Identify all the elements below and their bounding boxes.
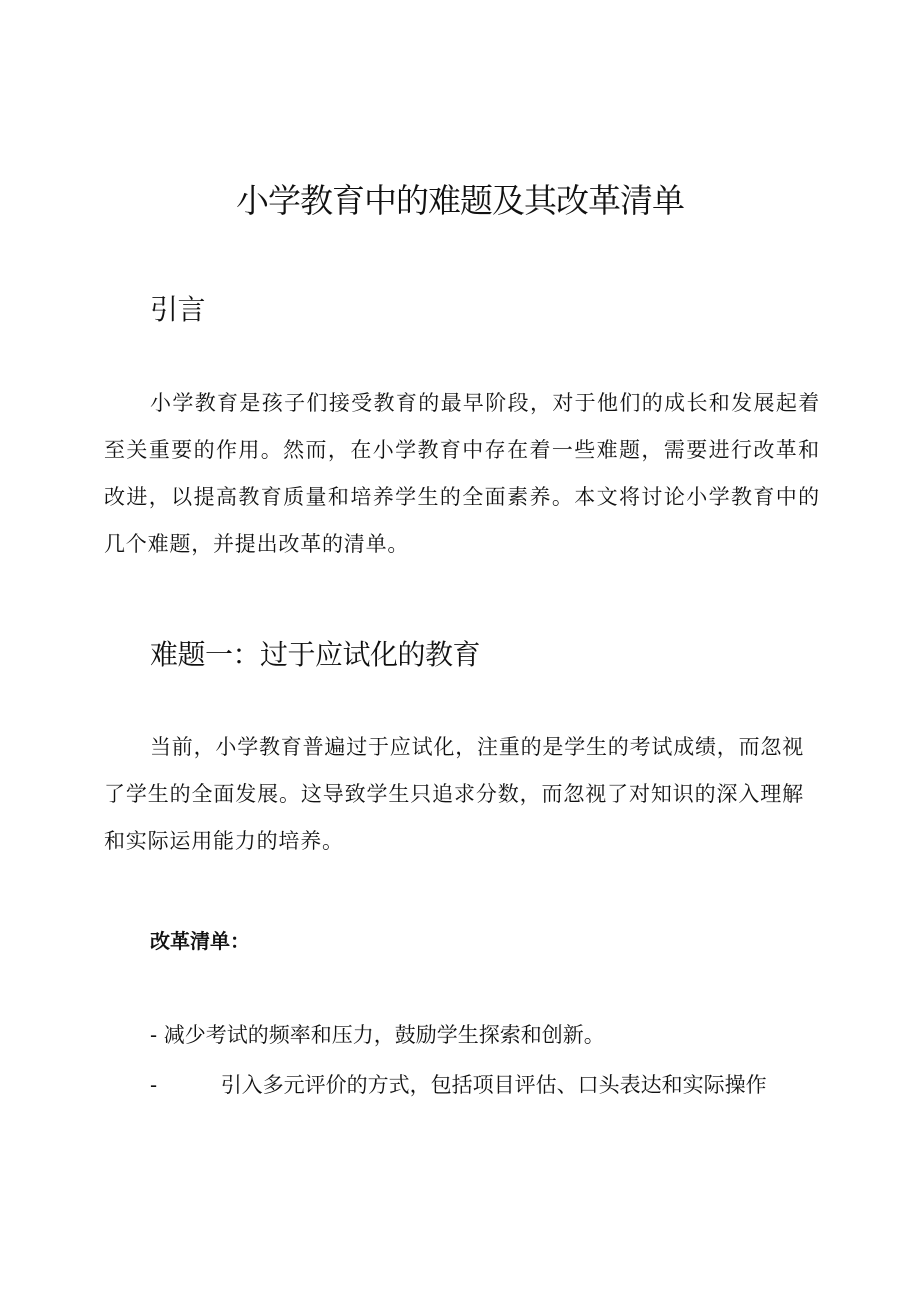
reform-list-item <box>150 1019 605 1051</box>
list-item-text: 减少考试的频率和压力，鼓励学生探索和创新。 <box>163 1023 605 1047</box>
list-bullet: - <box>150 1073 158 1097</box>
document-title: 小学教育中的难题及其改革清单 <box>236 181 684 220</box>
list-item-text: 引入多元评价的方式，包括项目评估、口头表达和实际操作 <box>220 1073 767 1097</box>
section-heading-problem-one: 难题一：过于应试化的教育 <box>150 638 481 671</box>
problem-one-paragraph: 当前，小学教育普遍过于应试化，注重的是学生的考试成绩，而忽视了学生的全面发展。这导致学生只追求分数，而忽视了对知识的深入理解和实际运用能力的培养。 <box>104 735 804 853</box>
list-bullet: - <box>150 1023 158 1047</box>
reform-list-item <box>150 1069 767 1101</box>
section-heading-introduction: 引言 <box>150 293 206 326</box>
reform-list-label: 改革清单： <box>150 929 250 953</box>
introduction-paragraph: 小学教育是孩子们接受教育的最早阶段，对于他们的成长和发展起着至关重要的作用。然而，在小学教育中存在着一些难题，需要进行改革和改进，以提高教育质量和培养学生的全面素养。本文将讨论小学教育中的几个难题，并提出改革的清单。 <box>104 391 820 556</box>
